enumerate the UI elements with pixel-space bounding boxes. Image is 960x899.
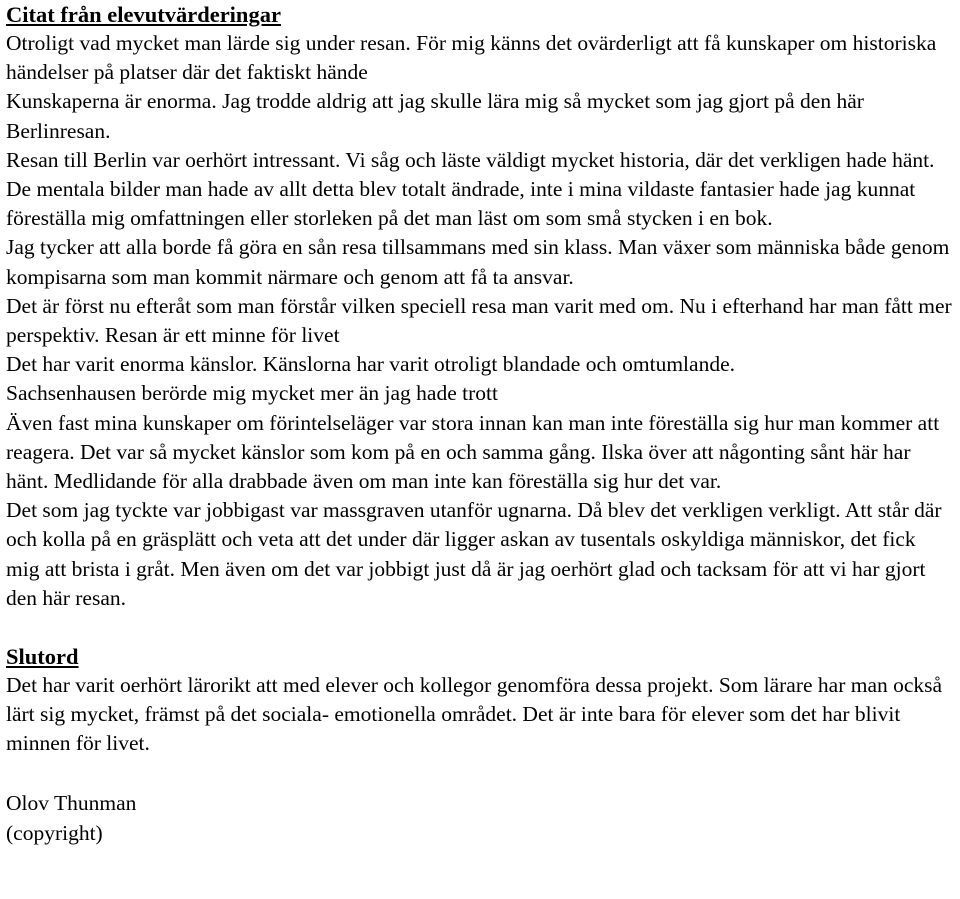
section-heading-closing: Slutord [6, 644, 79, 670]
spacer [6, 613, 954, 642]
quote-paragraph: Jag tycker att alla borde få göra en sån resa tillsammans med sin klass. Man växer som människa både genom kompisarna som man kommit närmare och genom att få ta ansvar. [6, 235, 950, 289]
closing-paragraph: Det har varit oerhört lärorikt att med elever och kollegor genomföra dessa projekt. Som lärare har man också lärt sig mycket, främst på det sociala- emotionella området. Det är inte bara för elever som det har blivit minnen för livet. [6, 673, 943, 756]
quote-paragraph: Kunskaperna är enorma. Jag trodde aldrig att jag skulle lära mig så mycket som jag gjort på den här Berlinresan. [6, 89, 864, 143]
quote-paragraph: Det som jag tyckte var jobbigast var massgraven utanför ugnarna. Då blev det verkligen verkligt. Att står där och kolla på en gräsplätt och veta att det under där ligger askan av tusentals oskyldiga människor, det fick mig att brista i gråt. Men även om det var jobbigt just då är jag oerhört glad och tacksam för att vi har gjort den här resan. [6, 498, 942, 610]
copyright-note: (copyright) [6, 820, 103, 845]
section-heading-quotes: Citat från elevutvärderingar [6, 2, 281, 27]
quote-paragraph: Resan till Berlin var oerhört intressant. Vi såg och läste väldigt mycket historia, där det verkligen hade hänt. De mentala bilder man hade av allt detta blev totalt ändrade, inte i mina vildaste fantasier hade jag kunnat föreställa mig omfattningen eller storleken på det man läst om som små stycken i en bok. [6, 147, 935, 231]
quote-paragraph: Otroligt vad mycket man lärde sig under resan. För mig känns det ovärderligt att få kunskaper om historiska händelser på platser där det faktiskt hände [6, 31, 937, 85]
quote-paragraph: Sachsenhausen berörde mig mycket mer än jag hade trott [6, 381, 498, 406]
closing-words-section [6, 642, 954, 759]
quote-paragraph: Det är först nu efteråt som man förstår vilken speciell resa man varit med om. Nu i efterhand har man fått mer perspektiv. Resan är ett minne för livet [6, 293, 952, 348]
quote-paragraph: Det har varit enorma känslor. Känslorna har varit otroligt blandade och omtumlande. [6, 352, 735, 377]
author-name: Olov Thunman [6, 790, 137, 815]
signature-block [6, 788, 954, 848]
spacer [6, 759, 954, 788]
quote-paragraph: Även fast mina kunskaper om förintelseläger var stora innan kan man inte föreställa sig hur man kommer att reagera. Det var så mycket känslor som kom på en och samma gång. Ilska över att någonting sånt här har hänt. Medlidande för alla drabbade även om man inte kan föreställa sig hur det var. [6, 410, 940, 494]
student-quotes-section [6, 0, 954, 613]
